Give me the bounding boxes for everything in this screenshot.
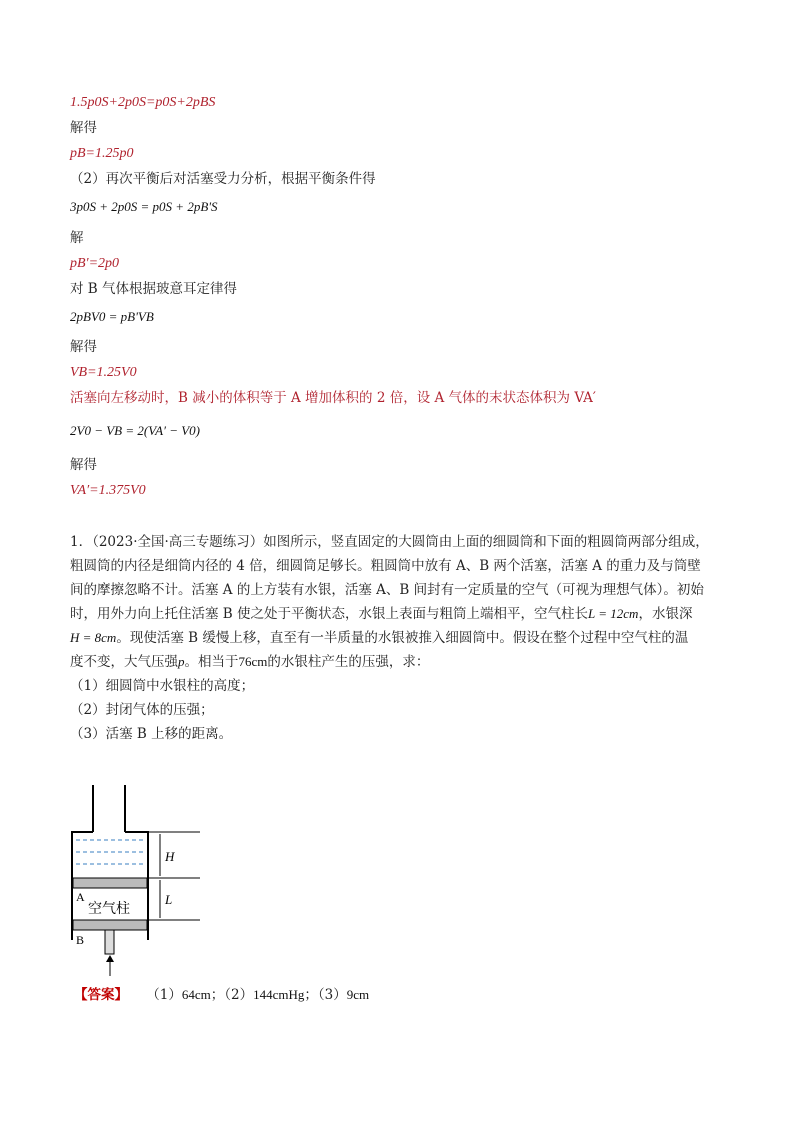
equation-76cm: 76cm (238, 654, 268, 669)
question-3: （3）活塞 B 上移的距离。 (70, 726, 233, 742)
problem-source: （2023·全国·高三专题练习） (92, 534, 264, 550)
mercury (76, 840, 146, 864)
answer-prefix: （1） (146, 987, 182, 1003)
answer-tag: 【答案】 (74, 987, 128, 1003)
solve-label: 解得 (70, 339, 97, 355)
problem-line: ，水银深 (638, 606, 693, 622)
equation-3: 2pBV0 = pB'VB (70, 309, 154, 324)
label-H: H (165, 849, 175, 864)
equation-H: H = 8cm (70, 630, 117, 645)
problem-line: 度不变，大气压强 (70, 654, 178, 670)
problem-line: 。现使活塞 B 缓慢上移，直至有一半质量的水银被推入细圆筒中。假设在整个过程中空气柱的温 (116, 630, 689, 646)
question-1: （1）细圆筒中水银柱的高度； (70, 678, 255, 694)
problem-number: 1． (70, 534, 93, 550)
answer-sep: ；（3） (304, 987, 347, 1003)
answer-3: 9cm (346, 987, 370, 1002)
problem-line: 间的摩擦忽略不计。活塞 A 的上方装有水银，活塞 A、B 间封有一定质量的空气（可视为理想气体）。初始 (70, 582, 704, 598)
symbol-p: p (178, 654, 185, 669)
answer-line (74, 986, 369, 1004)
result-vb: VB=1.25V0 (70, 365, 137, 380)
equation-2: 3p0S + 2p0S = p0S + 2pB'S (70, 199, 218, 214)
step-3-text: 对 B 气体根据玻意耳定律得 (70, 281, 238, 297)
solve-label: 解得 (70, 457, 97, 473)
equation-1: 1.5p0S+2p0S=p0S+2pBS (70, 95, 216, 110)
problem-line: 时，用外力向上托住活塞 B 使之处于平衡状态，水银上表面与粗筒上端相平，空气柱长 (70, 606, 589, 622)
problem-line: 。相当于 (184, 654, 239, 670)
label-A: A (76, 890, 85, 904)
cylinder-diagram (60, 780, 220, 980)
label-L: L (165, 892, 173, 907)
result-pb: pB=1.25p0 (70, 146, 134, 161)
step-2-text: （2）再次平衡后对活塞受力分析，根据平衡条件得 (70, 171, 376, 187)
equation-4: 2V0 − VB = 2(VA′ − V0) (70, 423, 200, 438)
step-4-text: 活塞向左移动时，B 减小的体积等于 A 增加体积的 2 倍，设 A 气体的末状态体积为 VA′ (70, 390, 596, 406)
solve-label: 解 (70, 230, 84, 246)
answer-2: 144cmHg (253, 987, 305, 1002)
question-2: （2）封闭气体的压强； (70, 702, 214, 718)
problem-line: 如图所示，竖直固定的大圆筒由上面的细圆筒和下面的粗圆筒两部分组成， (263, 534, 709, 550)
arrow-head-icon (106, 955, 114, 962)
result-va-prime: VA′=1.375V0 (70, 483, 146, 498)
problem-line: 的水银柱产生的压强，求： (267, 654, 430, 670)
answer-1: 64cm (181, 987, 211, 1002)
problem-line: 粗圆筒的内径是细筒内径的 4 倍，细圆筒足够长。粗圆筒中放有 A、B 两个活塞，活塞 A 的重力及与筒壁 (70, 558, 701, 574)
equation-L: L = 12cm (588, 606, 639, 621)
piston-rod (105, 930, 114, 954)
solve-label: 解得 (70, 120, 97, 136)
result-pb-prime: pB′=2p0 (70, 256, 120, 271)
label-B: B (76, 933, 85, 947)
label-air-column: 空气柱 (88, 902, 130, 917)
answer-sep: ；（2） (210, 987, 254, 1003)
piston-a (73, 878, 147, 888)
problem-statement (70, 530, 732, 746)
piston-b (73, 920, 147, 930)
